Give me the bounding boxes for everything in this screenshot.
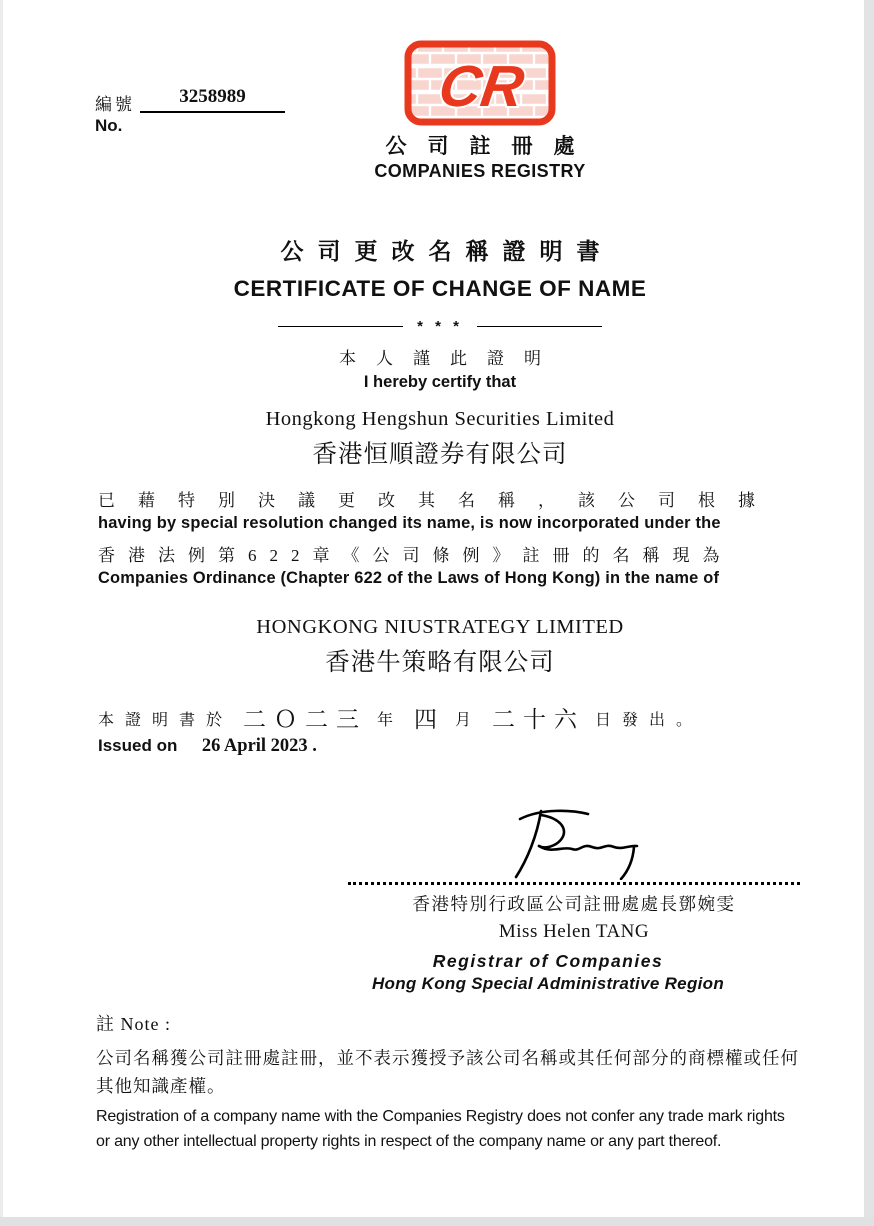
former-company-name-en: Hongkong Hengshun Securities Limited [265,408,615,430]
certificate-number-block [95,86,315,146]
former-company-name-zh: 香港恒順證券有限公司 [312,441,568,468]
number-label-zh: 編號 [95,95,135,114]
body-paragraph-2-en: Companies Ordinance (Chapter 622 of the Laws of Hong Kong) in the name of [98,569,720,587]
logo-monogram: CR [435,54,528,119]
page-edge-right [864,0,874,1226]
signature-dotted-line [348,882,800,885]
issue-date-line-zh [98,701,703,734]
new-company-name-en: HONGKONG NIUSTRATEGY LIMITED [256,616,624,638]
issue-date-day-zh: 二十六 [492,707,586,732]
issue-date-suffix-zh: 日發出。 [595,712,704,729]
new-company-name-block [94,616,786,678]
registry-name-en: COMPANIES REGISTRY [374,161,586,181]
issue-date-month-zh: 四 [414,707,446,732]
note-text-zh-line2: 其他知識產權。 [96,1076,226,1096]
certify-statement-block [94,344,786,392]
divider-rule-right [477,326,602,327]
certificate-number-value: 3258989 [140,86,285,113]
certificate-title-zh: 公司更改名稱證明書 [280,239,614,264]
star-divider [94,318,786,335]
registrar-name-en: Miss Helen TANG [498,921,650,942]
footnote-block [96,1010,808,1154]
divider-rule-left [278,326,403,327]
issue-date-month-label-zh: 月 [455,712,483,729]
registrar-titles [296,951,800,994]
certify-statement-zh: 本人謹此證明 [339,349,561,368]
issue-date-year-zh: 二Ｏ二三 [243,707,368,732]
body-paragraph-1-zh: 已藉特別決議更改其名稱，該公司根據 [98,491,778,510]
body-paragraph-2-zh: 香港法例第622章《公司條例》註冊的名稱現為 [98,546,733,565]
divider-stars: * * * [417,318,463,335]
body-paragraph-2 [98,541,798,588]
note-label: 註 Note : [96,1014,171,1034]
page-edge-left [0,0,3,1226]
body-paragraph-1 [98,486,798,533]
certificate-title-en: CERTIFICATE OF CHANGE OF NAME [233,276,647,301]
issue-date-prefix-zh: 本證明書於 [98,712,234,729]
note-text-zh-line1: 公司名稱獲公司註冊處註冊，並不表示獲授予該公司名稱或其任何部分的商標權或任何 [96,1048,799,1068]
companies-registry-logo-icon [404,40,556,126]
note-text-en-line1: Registration of a company name with the Companies Registry does not confer any trade mark rights [96,1108,785,1125]
former-company-name-block [94,408,786,470]
issued-on-label: Issued on [98,736,178,755]
certify-statement-en: I hereby certify that [363,373,517,391]
registrar-title-en: Registrar of Companies [432,951,664,971]
note-text-en-line2: or any other intellectual property rights in respect of the company name or any part thereof. [96,1133,722,1150]
companies-registry-logo-block [330,40,630,182]
number-label-en: No. [95,116,123,135]
registry-name-zh: 公司註冊處 [385,135,596,158]
new-company-name-zh: 香港牛策略有限公司 [325,649,555,676]
registrar-region-en: Hong Kong Special Administrative Region [371,974,725,993]
certificate-page [3,0,864,1217]
registrar-title-zh: 香港特別行政區公司註冊處處長鄧婉雯 [412,894,736,914]
signature-block [348,798,800,994]
title-block [94,233,786,302]
registrar-signature [494,798,654,880]
issue-date-line-en [98,736,317,757]
issued-on-date: 26 April 2023 . [201,736,317,756]
issue-date-year-label-zh: 年 [377,712,405,729]
body-paragraph-1-en: having by special resolution changed its name, is now incorporated under the [98,514,721,532]
page-edge-bottom [0,1217,874,1226]
